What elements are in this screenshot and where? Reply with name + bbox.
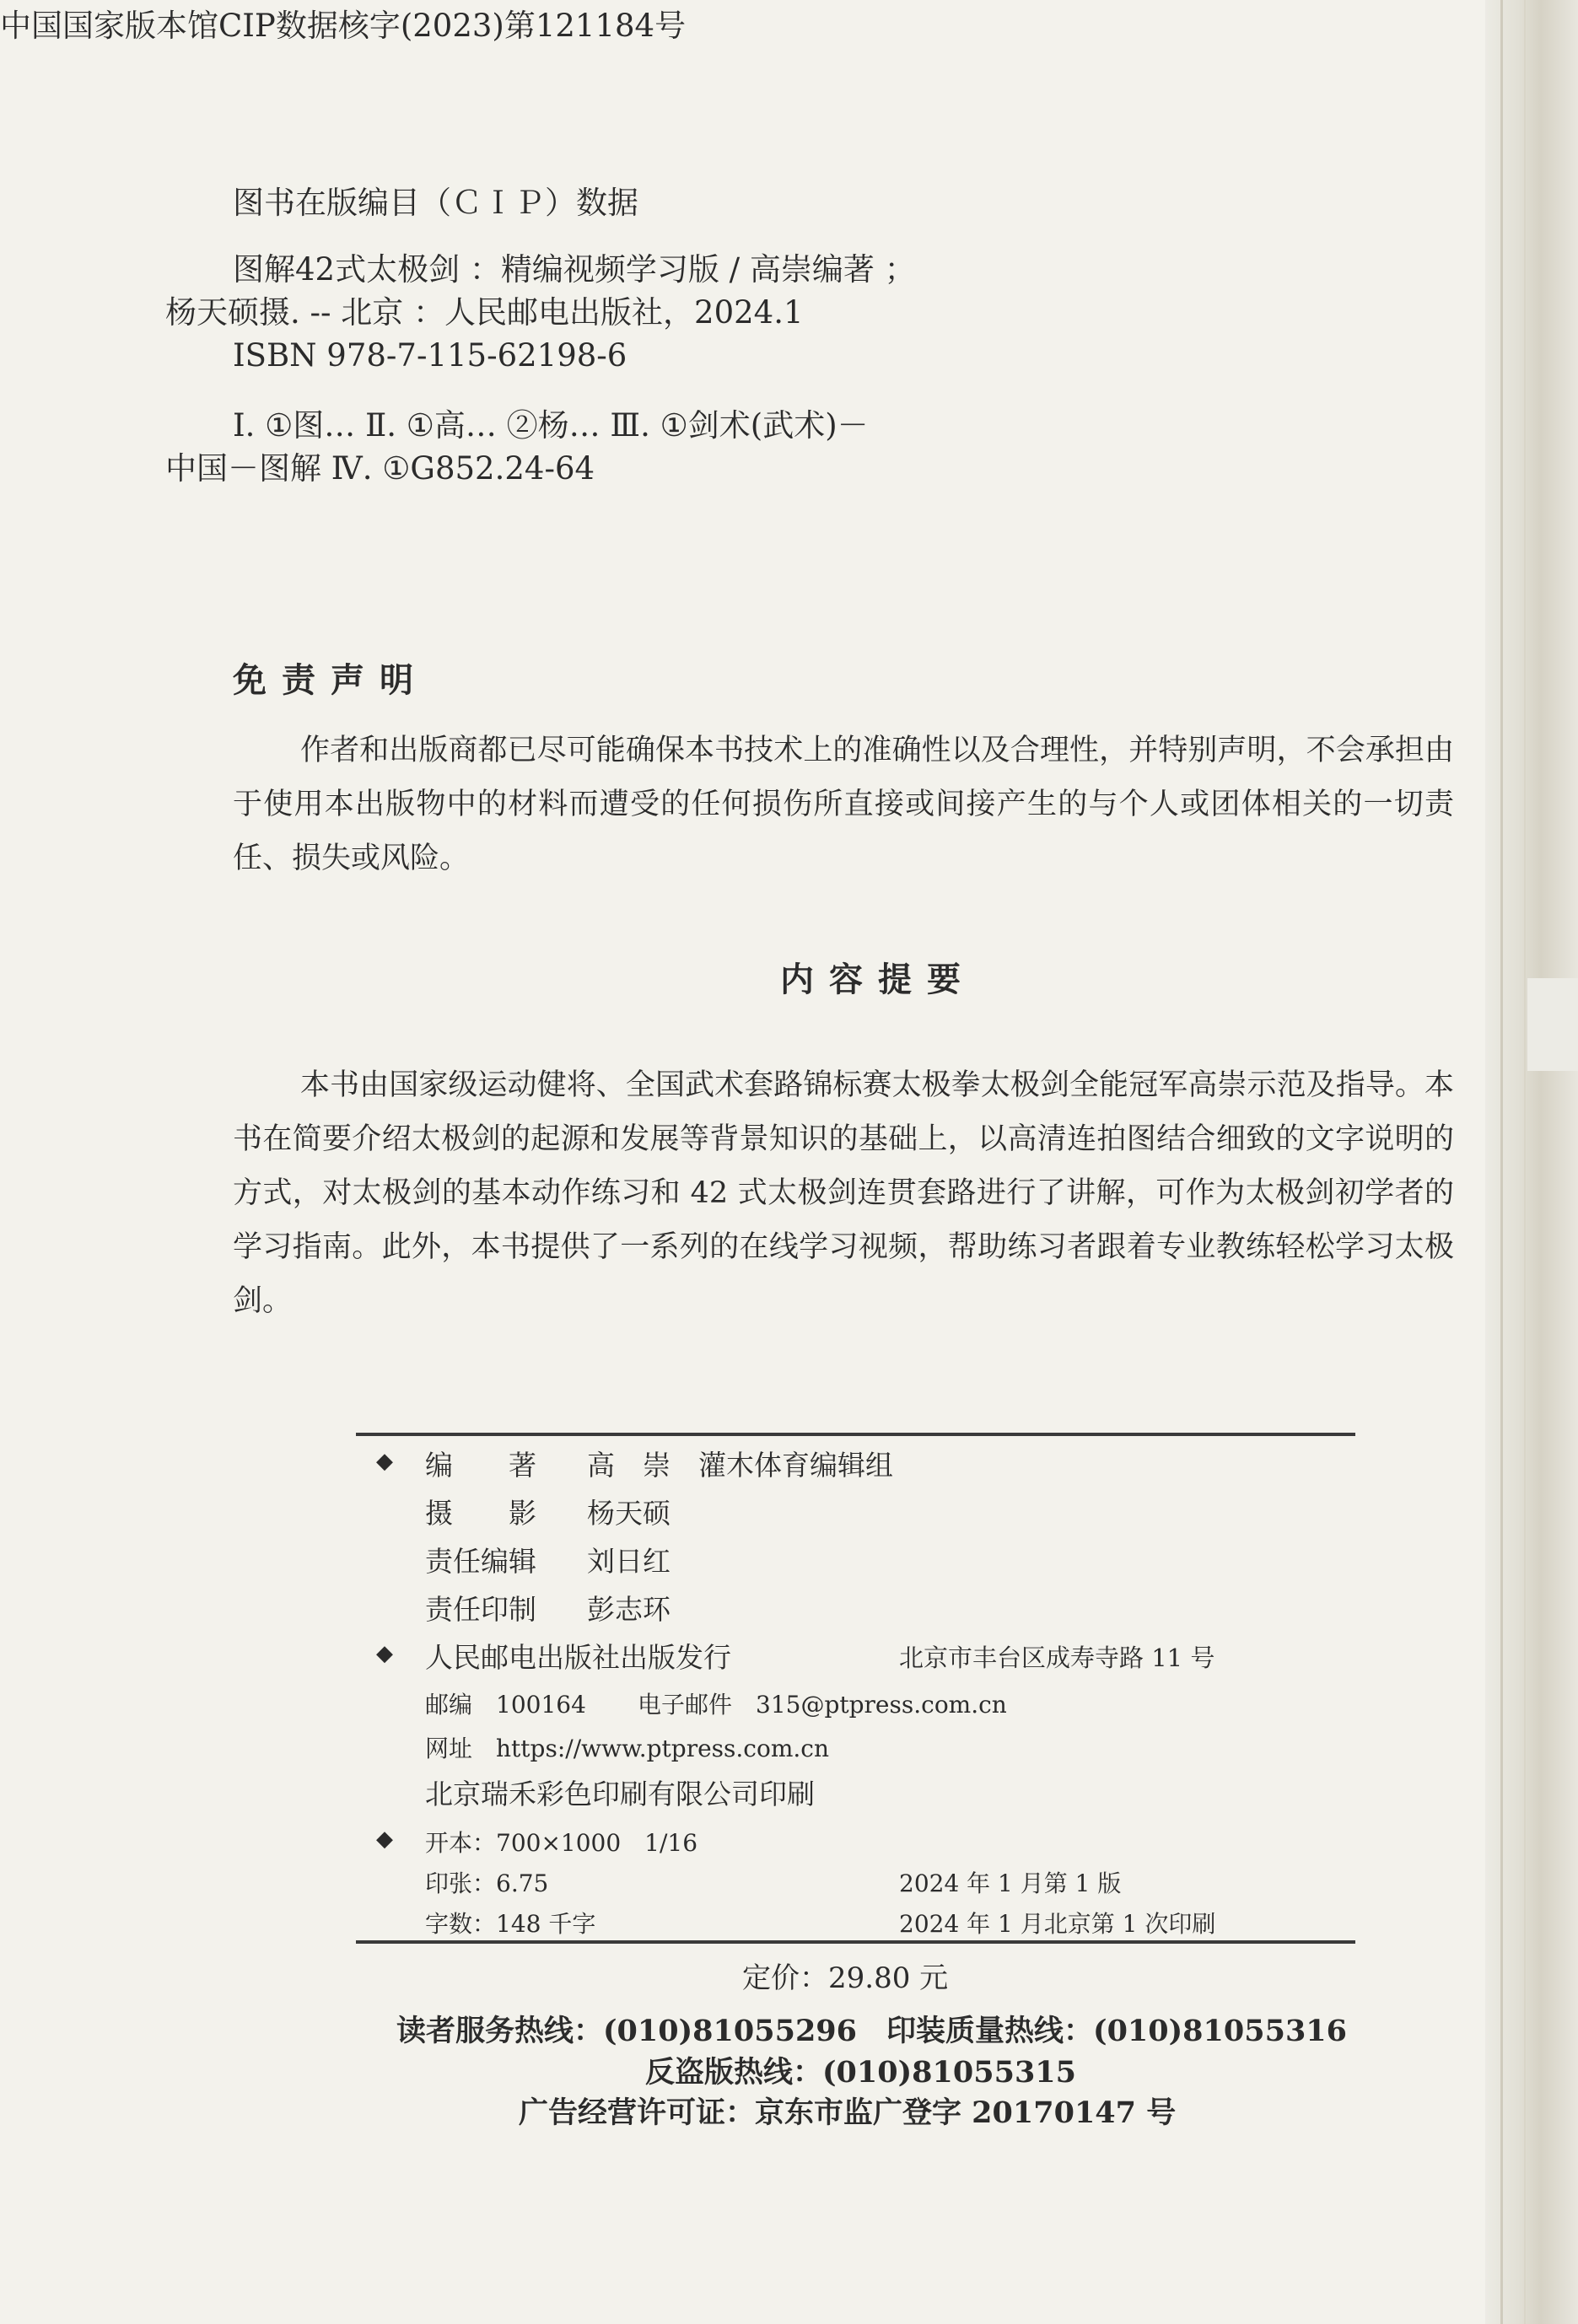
summary-body: 本书由国家级运动健将、全国武术套路锦标赛太极拳太极剑全能冠军高崇示范及指导。本书在简要介绍太极剑的起源和发展等背景知识的基础上，以高清连拍图结合细致的文字说明的方式，对太极剑的基本动作练习和 42 式太极剑连贯套路进行了讲解，可作为太极剑初学者的学习指南。此外，本书提供了一系列的在线学习视频，帮助练习者跟着专业教练轻松学习太极剑。 xyxy=(233,1068,1454,1318)
cip-line-3: ISBN 978-7-115-62198-6 xyxy=(233,337,627,374)
printer: 北京瑞禾彩色印刷有限公司印刷 xyxy=(425,1778,815,1810)
bullet-icon: ◆ xyxy=(376,1449,393,1474)
bullet-icon: ◆ xyxy=(376,1641,393,1666)
cip-title: 图书在版编目（ＣＩＰ）数据 xyxy=(233,185,638,221)
word-count: 字数：148 千字 xyxy=(425,1910,596,1938)
price: 定价：29.80 元 xyxy=(742,1961,949,1995)
divider-top xyxy=(356,1433,1355,1436)
cip-line-4: Ⅰ. ①图… Ⅱ. ①高… ②杨… Ⅲ. ①剑术(武术)－ xyxy=(233,407,869,444)
author-value: 高 崇 灌木体育编辑组 xyxy=(587,1449,893,1482)
book-format: 开本：700×1000 1/16 xyxy=(425,1829,698,1857)
service-hotlines: 读者服务热线：(010)81055296 印装质量热线：(010)81055316 xyxy=(396,2014,1348,2048)
website: 网址 https://www.ptpress.com.cn xyxy=(425,1735,830,1762)
publisher-address: 北京市丰台区成寿寺路 11 号 xyxy=(899,1643,1215,1672)
cip-line-1: 图解42式太极剑 ：精编视频学习版 / 高崇编著 ； xyxy=(233,251,916,288)
page-edge xyxy=(1485,0,1578,2324)
publisher: 人民邮电出版社出版发行 xyxy=(425,1641,731,1674)
author-label: 编 著 xyxy=(425,1449,536,1482)
postcode: 邮编 100164 xyxy=(425,1691,586,1719)
page-edge-chip xyxy=(1527,978,1578,1071)
print-sheets: 印张：6.75 xyxy=(425,1869,549,1897)
summary-heading: 内容提要 xyxy=(780,960,976,999)
photo-label: 摄 影 xyxy=(425,1497,536,1530)
printing: 2024 年 1 月北京第 1 次印刷 xyxy=(899,1910,1216,1938)
photo-value: 杨天硕 xyxy=(587,1497,671,1530)
bullet-icon: ◆ xyxy=(376,1826,393,1852)
email: 电子邮件 315@ptpress.com.cn xyxy=(638,1691,1007,1719)
ad-license: 广告经营许可证：京东市监广登字 20170147 号 xyxy=(519,2095,1177,2130)
disclaimer-heading: 免责声明 xyxy=(233,661,428,700)
cip-block xyxy=(165,181,1279,490)
print-value: 彭志环 xyxy=(587,1593,671,1626)
cip-line-5: 中国－图解 Ⅳ. ①G852.24-64 xyxy=(165,450,595,487)
cip-line-2: 杨天硕摄. -- 北京 ：人民邮电出版社，2024.1 xyxy=(165,294,804,331)
edition: 2024 年 1 月第 1 版 xyxy=(899,1869,1122,1897)
divider-bottom xyxy=(356,1940,1355,1944)
print-label: 责任印制 xyxy=(425,1593,536,1626)
anti-piracy-hotline: 反盗版热线：(010)81055315 xyxy=(645,2055,1077,2090)
disclaimer-body: 作者和出版商都已尽可能确保本书技术上的准确性以及合理性，并特别声明，不会承担由于使用本出版物中的材料而遭受的任何损伤所直接或间接产生的与个人或团体相关的一切责任、损失或风险。 xyxy=(233,734,1454,875)
editor-value: 刘日红 xyxy=(587,1545,671,1578)
cip-number: 中国国家版本馆CIP数据核字(2023)第121184号 xyxy=(0,8,687,44)
editor-label: 责任编辑 xyxy=(425,1545,536,1578)
